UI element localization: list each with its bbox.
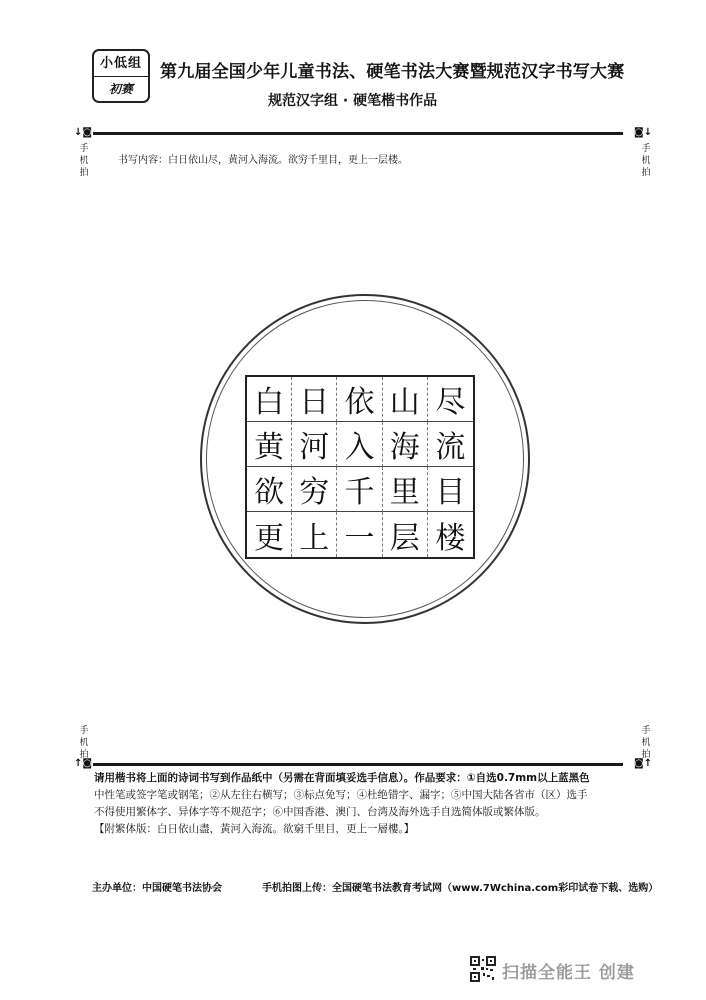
grid-cell: 海 — [383, 422, 428, 467]
grid-cell: 日 — [292, 377, 337, 422]
page-title: 第九届全国少年儿童书法、硬笔书法大赛暨规范汉字书写大赛 — [160, 62, 625, 82]
bottom-divider — [93, 763, 623, 766]
organizer-text: 主办单位：中国硬笔书法协会 — [92, 883, 222, 894]
page-subtitle: 规范汉字组 · 硬笔楷书作品 — [268, 93, 438, 109]
top-left-side-label: 手 机 拍 — [79, 144, 89, 178]
scanner-watermark: 扫描全能王 创建 — [502, 963, 635, 983]
grid-cell: 流 — [428, 422, 473, 467]
grid-cell: 里 — [383, 467, 428, 512]
upload-info-text: 手机拍图上传：全国硬笔书法教育考试网（www.7Wchina.com彩印试卷下载、选购） — [262, 883, 659, 894]
top-right-photo-marker: ◙↓ — [634, 127, 653, 138]
grid-cell: 山 — [383, 377, 428, 422]
bottom-left-side-label: 手 机 拍 — [79, 726, 89, 760]
traditional-version-note: 【附繁体版：白日依山盡，黃河入海流。欲窮千里目，更上一層樓。】 — [94, 823, 415, 835]
top-left-photo-marker: ↓◙ — [74, 127, 93, 138]
qr-code-icon — [470, 956, 496, 982]
bottom-right-side-label: 手 机 拍 — [641, 726, 651, 760]
requirements-line-2: 中性笔或签字笔或钢笔；②从左往右横写；③标点免写；④杜绝错字、漏字；⑤中国大陆各省市（区）选手 — [94, 789, 588, 801]
grid-cell: 目 — [428, 467, 473, 512]
grid-cell: 上 — [292, 512, 337, 557]
writing-content-line: 书写内容：白日依山尽，黄河入海流。欲穷千里目，更上一层楼。 — [118, 155, 408, 166]
grid-cell: 白 — [247, 377, 292, 422]
grid-cell: 依 — [337, 377, 382, 422]
requirements-line-1: 请用楷书将上面的诗词书写到作品纸中（另需在背面填妥选手信息）。作品要求：①自选0.7mm以上蓝黑色 — [94, 772, 590, 784]
grid-cell: 千 — [337, 467, 382, 512]
bottom-right-photo-marker: ◙↑ — [634, 758, 653, 769]
grid-cell: 尽 — [428, 377, 473, 422]
top-divider — [93, 132, 623, 135]
bottom-left-photo-marker: ↑◙ — [74, 758, 93, 769]
group-badge — [92, 49, 150, 103]
grid-cell: 更 — [247, 512, 292, 557]
grid-cell: 层 — [383, 512, 428, 557]
grid-cell: 一 — [337, 512, 382, 557]
badge-round-label: 初赛 — [108, 82, 133, 96]
grid-cell: 入 — [337, 422, 382, 467]
grid-cell: 黄 — [247, 422, 292, 467]
requirements-line-3: 不得使用繁体字、异体字等不规范字；⑥中国香港、澳门、台湾及海外选手自选简体版或繁体版。 — [94, 806, 546, 818]
grid-cell: 欲 — [247, 467, 292, 512]
grid-cell: 穷 — [292, 467, 337, 512]
top-right-side-label: 手 机 拍 — [641, 144, 651, 178]
calligraphy-grid — [245, 375, 475, 559]
grid-cell: 楼 — [435, 520, 466, 556]
grid-cell: 河 — [292, 422, 337, 467]
requirements-block — [94, 770, 634, 838]
badge-group-label: 小低组 — [94, 51, 148, 77]
